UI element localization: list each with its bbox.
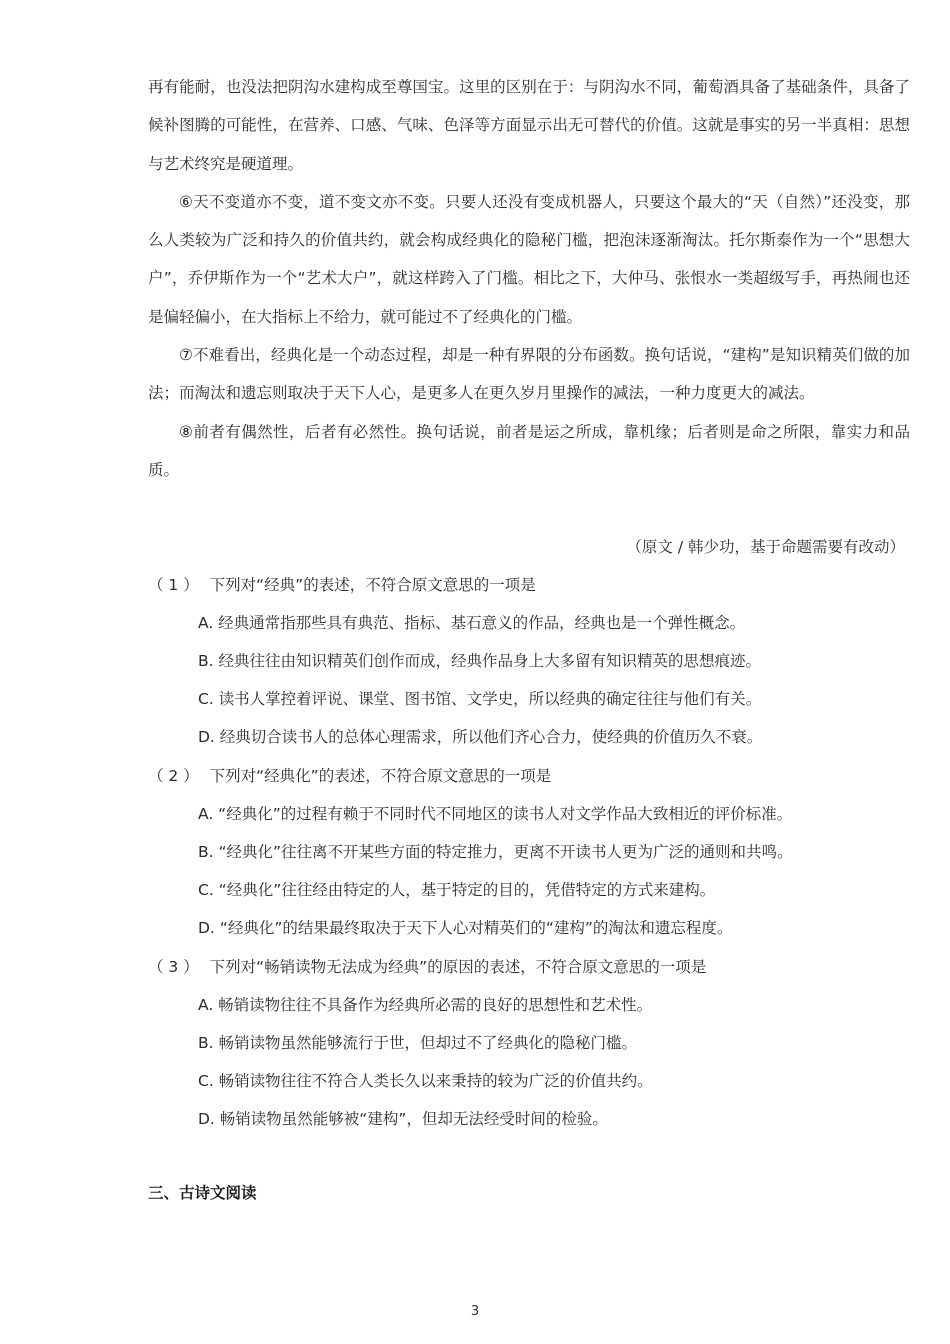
question-3-option-c: C. 畅销读物往往不符合人类长久以来秉持的较为广泛的价值共约。: [198, 1072, 653, 1090]
question-2-option-a: A. “经典化”的过程有赖于不同时代不同地区的读书人对文学作品大致相近的评价标准。: [198, 805, 793, 823]
passage-body: [148, 68, 910, 489]
question-1-option-a: A. 经典通常指那些具有典范、指标、基石意义的作品，经典也是一个弹性概念。: [198, 614, 746, 632]
paragraph-continuation: 再有能耐，也没法把阴沟水建构成至尊国宝。这里的区别在于：与阴沟水不同，葡萄酒具备了基础条件，具备了候补图腾的可能性，在营养、口感、气味、色泽等方面显示出无可替代的价值。这就是事实的另一半真相：思想与艺术终究是硬道理。: [148, 78, 910, 173]
question-2-option-d: D. “经典化”的结果最终取决于天下人心对精英们的“建构”的淘汰和遗忘程度。: [198, 919, 733, 937]
source-attribution: （原文 / 韩少功，基于命题需要有改动）: [626, 538, 905, 556]
section-title: 三、古诗文阅读: [148, 1184, 257, 1202]
question-stem: 下列对“经典化”的表述，不符合原文意思的一项是: [209, 767, 552, 785]
question-3-option-a: A. 畅销读物往往不具备作为经典所必需的良好的思想性和艺术性。: [198, 996, 653, 1014]
question-stem: 下列对“经典”的表述，不符合原文意思的一项是: [209, 576, 536, 594]
question-stem: 下列对“畅销读物无法成为经典”的原因的表述，不符合原文意思的一项是: [209, 958, 707, 976]
question-number: （ 1 ）: [148, 576, 199, 594]
question-1-option-c: C. 读书人掌控着评说、课堂、图书馆、文学史，所以经典的确定往往与他们有关。: [198, 690, 762, 708]
question-1-option-d: D. 经典切合读书人的总体心理需求，所以他们齐心合力，使经典的价值历久不衰。: [198, 728, 763, 746]
question-3-option-d: D. 畅销读物虽然能够被“建构”，但却无法经受时间的检验。: [198, 1110, 608, 1128]
paragraph-7: ⑦不难看出，经典化是一个动态过程，却是一种有界限的分布函数。换句话说，“建构”是知识精英们做的加法；而淘汰和遗忘则取决于天下人心，是更多人在更久岁月里操作的减法，一种力度更大的减法。: [148, 346, 910, 403]
question-2-option-c: C. “经典化”往往经由特定的人，基于特定的目的，凭借特定的方式来建构。: [198, 881, 716, 899]
page-number: 3: [470, 1304, 480, 1319]
question-number: （ 2 ）: [148, 767, 199, 785]
question-2-option-b: B. “经典化”往往离不开某些方面的特定推力，更离不开读书人更为广泛的通则和共鸣。: [198, 843, 793, 861]
question-3-option-b: B. 畅销读物虽然能够流行于世，但却过不了经典化的隐秘门槛。: [198, 1034, 637, 1052]
question-number: （ 3 ）: [148, 958, 199, 976]
paragraph-6: ⑥天不变道亦不变，道不变文亦不变。只要人还没有变成机器人，只要这个最大的“天（自然）”还没变，那么人类较为广泛和持久的价值共约，就会构成经典化的隐秘门槛，把泡沫逐渐淘汰。托尔斯泰作为一个“思想大户”，乔伊斯作为一个“艺术大户”，就这样跨入了门槛。相比之下，大仲马、张恨水一类超级写手，再热闹也还是偏轻偏小，在大指标上不给力，就可能过不了经典化的门槛。: [148, 192, 910, 326]
paragraph-8: ⑧前者有偶然性，后者有必然性。换句话说，前者是运之所成，靠机缘；后者则是命之所限，靠实力和品质。: [148, 422, 910, 479]
question-3: [148, 948, 910, 986]
question-1: [148, 566, 910, 604]
question-1-option-b: B. 经典往往由知识精英们创作而成，经典作品身上大多留有知识精英的思想痕迹。: [198, 652, 761, 670]
question-2: [148, 757, 910, 795]
